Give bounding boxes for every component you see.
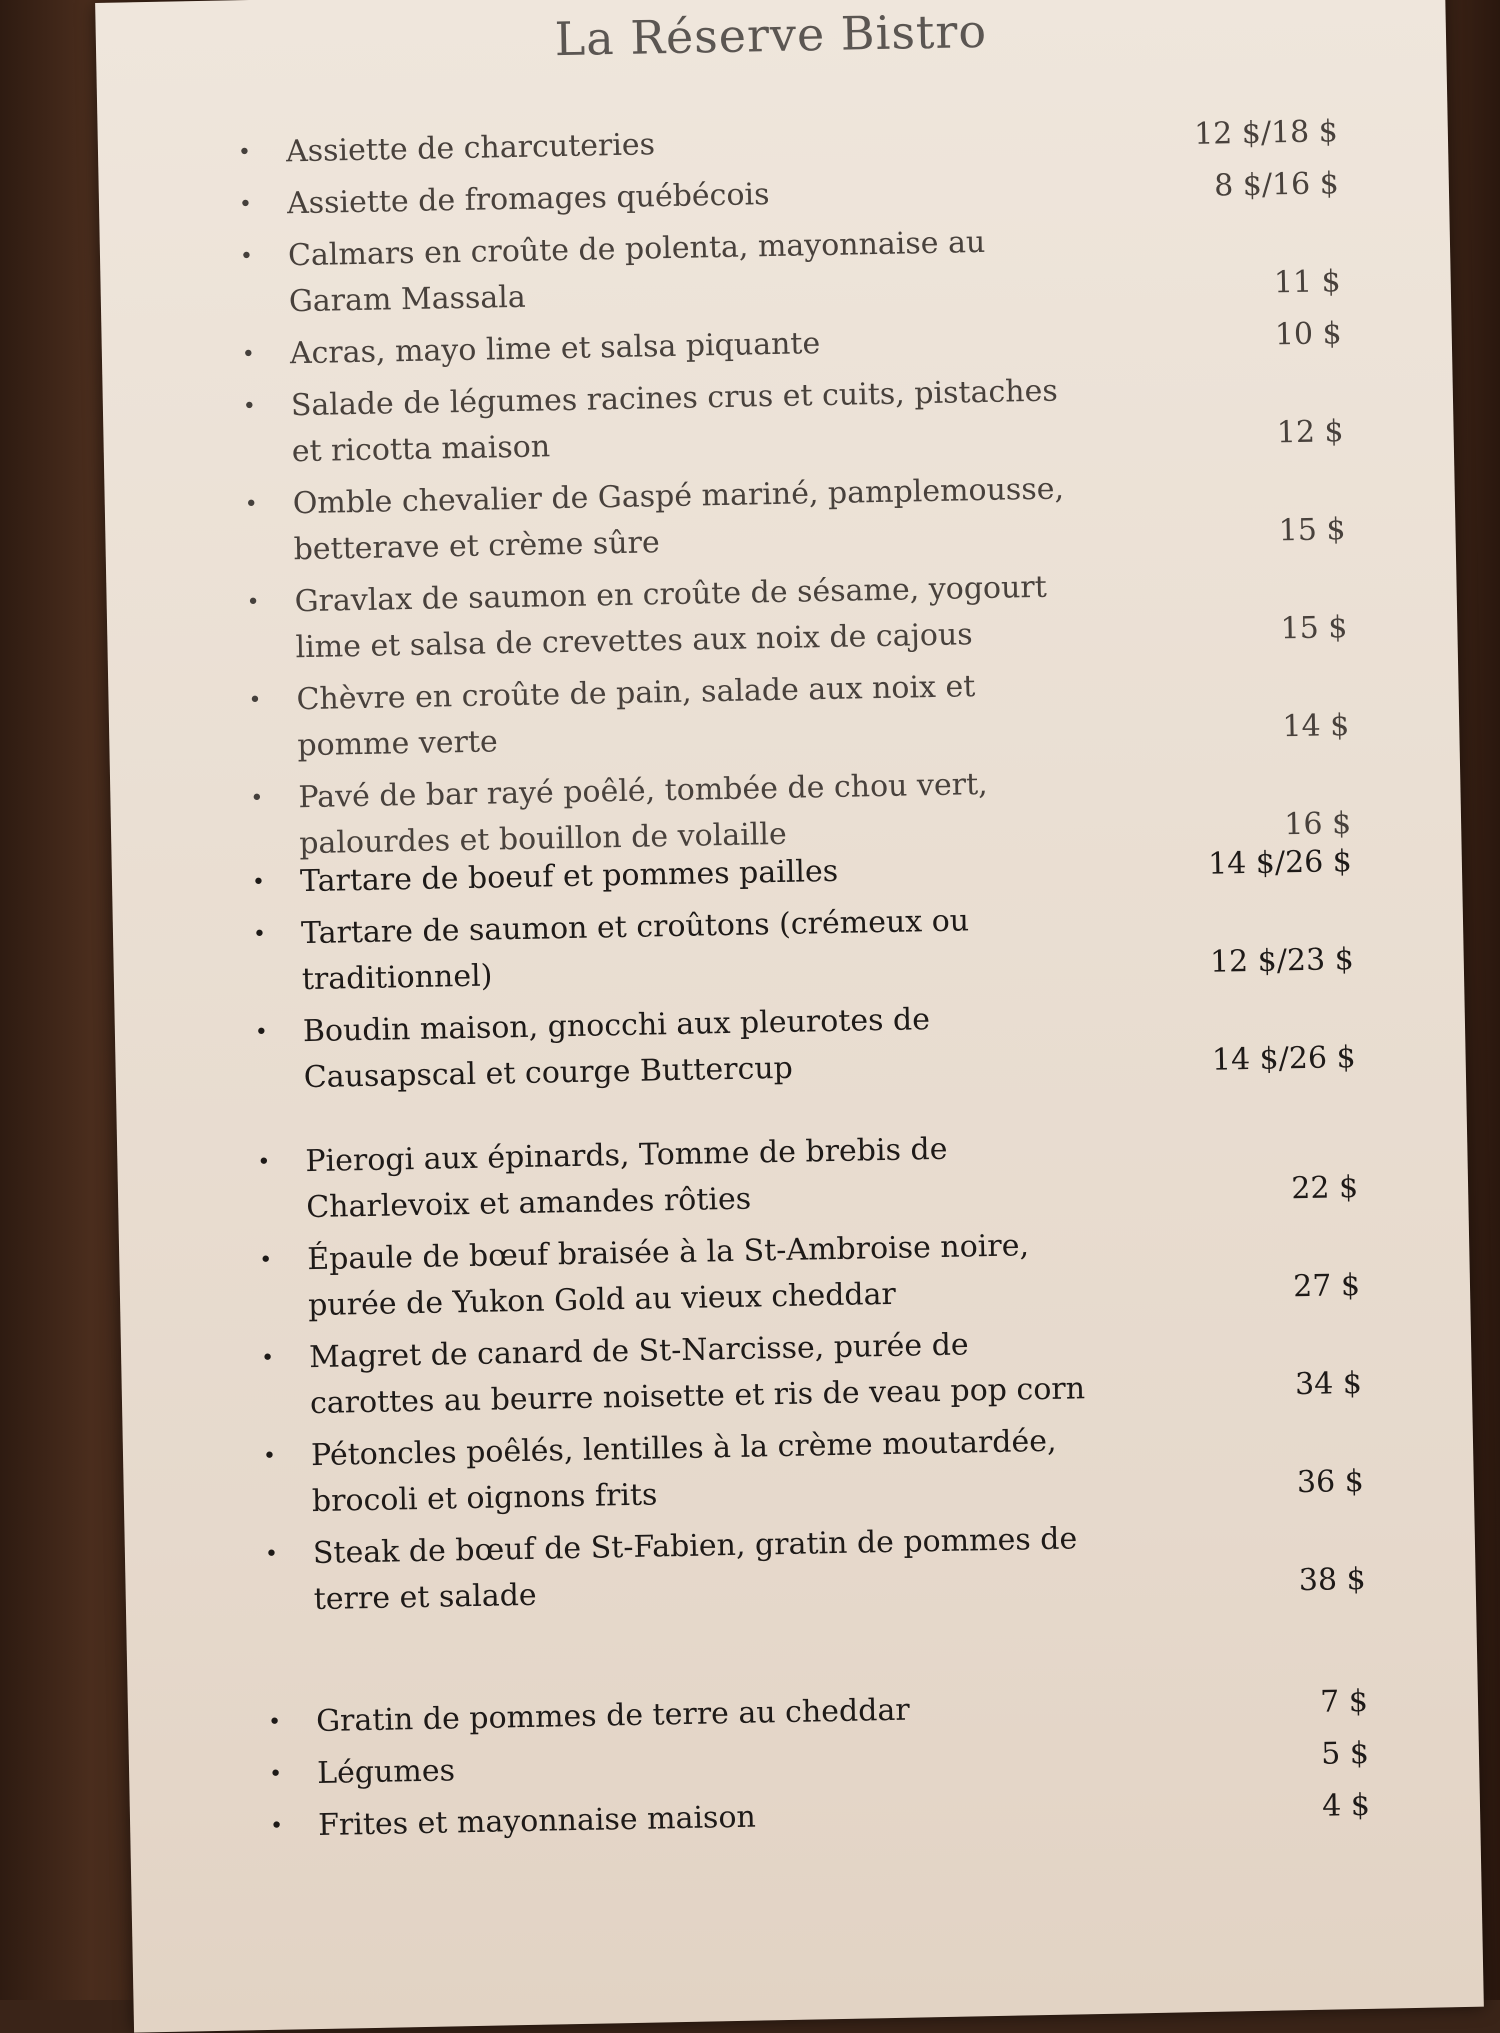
bullet-icon: •	[250, 785, 264, 812]
menu-item-price: 14 $	[1282, 708, 1350, 745]
menu-item-name: Frites et mayonnaise maison	[317, 1799, 757, 1844]
menu-item	[263, 1413, 1365, 1526]
menu-title: La Réserve Bistro	[554, 3, 988, 67]
menu-section-sides	[268, 1679, 1371, 1856]
menu-item-name: Assiette de charcuteries	[285, 127, 656, 170]
menu-item	[265, 1511, 1367, 1624]
menu-item	[261, 1315, 1363, 1428]
bullet-icon: •	[254, 1019, 269, 1046]
menu-item-name: Boudin maison, gnocchi aux pleurotes de Causapscal et courge Buttercup	[302, 1002, 931, 1096]
menu-item-price: 22 $	[1290, 1169, 1359, 1207]
menu-item-price: 14 $/26 $	[1207, 843, 1353, 882]
bullet-icon: •	[246, 589, 260, 616]
menu-item-name: Tartare de saumon et croûtons (crémeux ou traditionnel)	[300, 903, 970, 998]
menu-section-tartares	[252, 839, 1357, 1108]
menu-item	[244, 461, 1346, 574]
bullet-icon: •	[260, 1345, 275, 1372]
bullet-icon: •	[257, 1149, 271, 1176]
bullet-icon: •	[242, 393, 257, 420]
bullet-icon: •	[248, 687, 262, 714]
bullet-icon: •	[237, 139, 252, 166]
menu-item-name: Pierogi aux épinards, Tomme de brebis de Charlevoix et amandes rôties	[305, 1131, 948, 1226]
menu-item-name: Pétoncles poêlés, lentilles à la crème moutardée, brocoli et oignons frits	[310, 1423, 1057, 1520]
menu-item	[240, 213, 1342, 326]
bullet-icon: •	[244, 491, 259, 518]
menu-item	[253, 891, 1355, 1004]
menu-item-price: 27 $	[1292, 1267, 1361, 1305]
menu-item	[246, 559, 1348, 672]
bullet-icon: •	[267, 1709, 282, 1735]
menu-item-price: 36 $	[1296, 1463, 1365, 1501]
menu-item-price: 11 $	[1273, 264, 1342, 301]
menu-item-name: Tartare de boeuf et pommes pailles	[299, 853, 839, 900]
menu-item-name: Pavé de bar rayé poêlé, tombée de chou vert, palourdes et bouillon de volaille	[298, 766, 988, 862]
bullet-icon: •	[268, 1761, 283, 1787]
menu-item-price: 10 $	[1274, 316, 1343, 353]
menu-item-price: 16 $	[1283, 806, 1352, 843]
menu-item-price: 8 $/16 $	[1213, 166, 1340, 204]
menu-item	[248, 657, 1350, 770]
bullet-icon: •	[262, 1443, 277, 1469]
menu-item-name: Gratin de pommes de terre au cheddar	[315, 1692, 910, 1740]
bullet-icon: •	[252, 921, 267, 948]
menu-item-price: 12 $/23 $	[1209, 941, 1355, 980]
menu-item	[254, 989, 1356, 1102]
menu-item-name: Salade de légumes racines crus et cuits, pistaches et ricotta maison	[290, 373, 1059, 470]
menu-item-name: Steak de bœuf de St-Fabien, gratin de pommes de terre et salade	[312, 1521, 1078, 1618]
menu-item-name: Omble chevalier de Gaspé mariné, pamplemousse, betterave et crème sûre	[292, 471, 1065, 568]
menu-item-name: Légumes	[316, 1753, 456, 1792]
menu-item-name: Assiette de fromages québécois	[286, 177, 770, 222]
menu-item	[257, 1119, 1359, 1232]
menu-item-price: 34 $	[1294, 1365, 1363, 1403]
menu-item-name: Épaule de bœuf braisée à la St-Ambroise noire, purée de Yukon Gold au vieux cheddar	[306, 1228, 1030, 1324]
bullet-icon: •	[269, 1813, 284, 1839]
menu-section-starters	[238, 109, 1352, 874]
menu-item-price: 14 $/26 $	[1211, 1039, 1356, 1078]
menu-item	[259, 1217, 1361, 1330]
menu-item-price: 12 $/18 $	[1193, 114, 1339, 152]
menu-item-price: 7 $	[1319, 1683, 1369, 1720]
menu-item-name: Chèvre en croûte de pain, salade aux noix et pomme verte	[296, 669, 976, 764]
menu-section-mains	[257, 1119, 1366, 1630]
bullet-icon: •	[264, 1541, 279, 1567]
menu-item-price: 5 $	[1320, 1735, 1370, 1772]
menu-card	[95, 0, 1484, 2033]
menu-item-price: 38 $	[1298, 1561, 1366, 1599]
menu-item-price: 15 $	[1278, 512, 1346, 549]
menu-item-price: 4 $	[1321, 1787, 1371, 1824]
menu-item-name: Calmars en croûte de polenta, mayonnaise au Garam Massala	[287, 224, 986, 320]
bullet-icon: •	[239, 243, 254, 270]
menu-item-name: Acras, mayo lime et salsa piquante	[289, 326, 821, 372]
bullet-icon: •	[259, 1247, 273, 1274]
menu-item-name: Magret de canard de St-Narcisse, purée de carottes au beurre noisette et ris de veau pop corn	[308, 1327, 1086, 1422]
menu-item-price: 12 $	[1276, 414, 1344, 451]
bullet-icon: •	[251, 869, 266, 896]
menu-item-price: 15 $	[1280, 610, 1348, 647]
menu-item	[242, 363, 1344, 476]
bullet-icon: •	[241, 341, 256, 368]
bullet-icon: •	[238, 191, 253, 218]
menu-item-name: Gravlax de saumon en croûte de sésame, yogourt lime et salsa de crevettes aux noix de cajous	[294, 569, 1048, 666]
